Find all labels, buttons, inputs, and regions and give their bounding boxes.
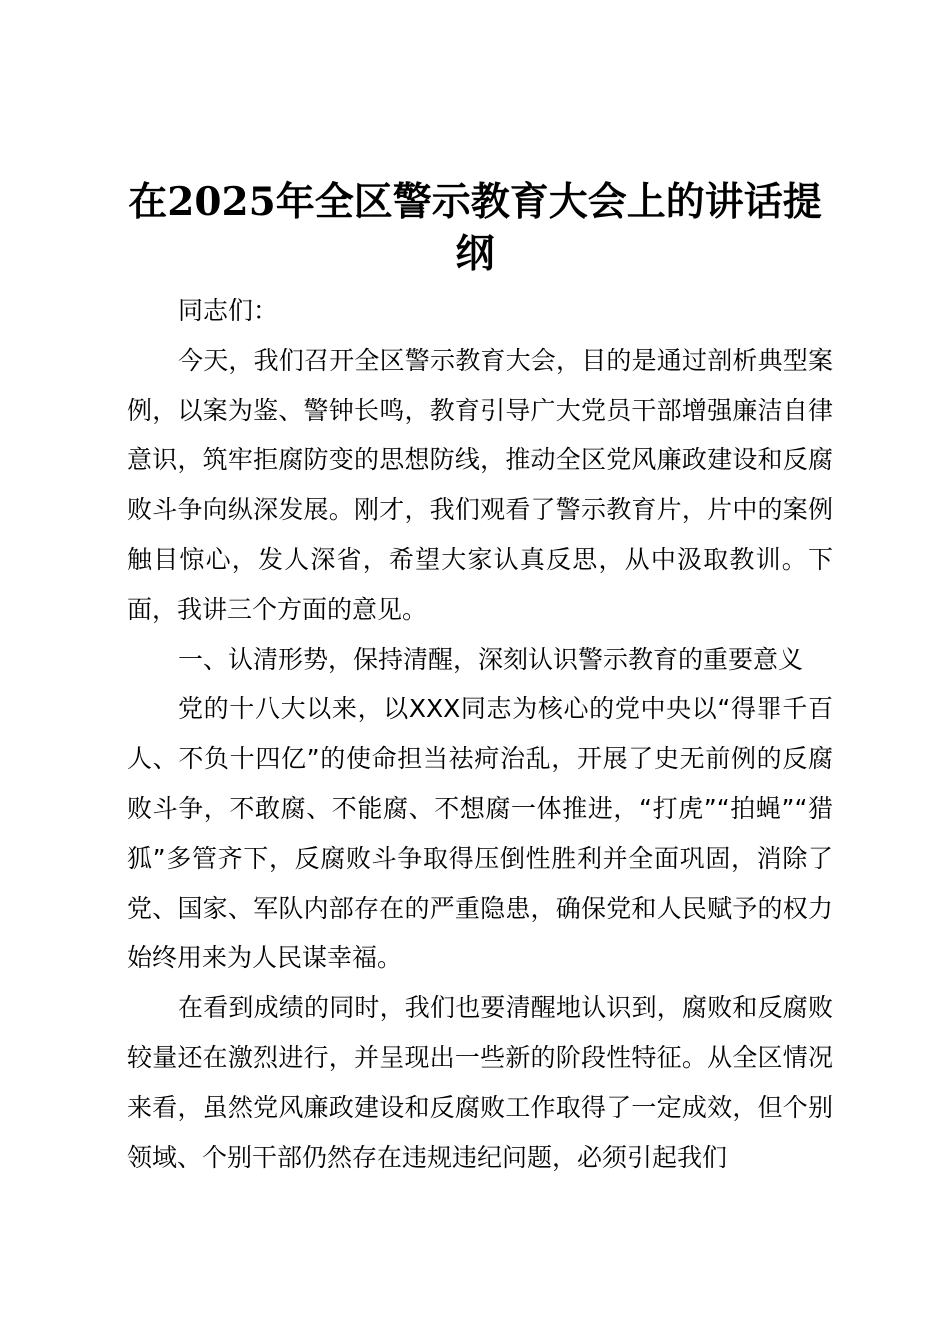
document-title: 在2025年全区警示教育大会上的讲话提纲: [128, 179, 822, 277]
document-body: [127, 286, 833, 1182]
paragraph-situation: 在看到成绩的同时，我们也要清醒地认识到，腐败和反腐败较量还在激烈进行，并呈现出一些新的阶段性特征。从全区情况来看，虽然党风廉政建设和反腐败工作取得了一定成效，但个别领域、个别干部仍然存在违规违纪问题，必须引起我们: [127, 993, 833, 1172]
section-heading-1: 一、认清形势，保持清醒，深刻认识警示教育的重要意义: [178, 644, 804, 674]
paragraph-achievements: 党的十八大以来，以XXX同志为核心的党中央以“得罪千百人、不负十四亿”的使命担当祛疴治乱，开展了史无前例的反腐败斗争，不敢腐、不能腐、不想腐一体推进，“打虎”“拍蝇”“猎狐”多管齐下，反腐败斗争取得压倒性胜利并全面巩固，消除了党、国家、军队内部存在的严重隐患，确保党和人民赋予的权力始终用来为人民谋幸福。: [127, 694, 833, 973]
paragraph-opening: 今天，我们召开全区警示教育大会，目的是通过剖析典型案例，以案为鉴、警钟长鸣，教育引导广大党员干部增强廉洁自律意识，筑牢拒腐防变的思想防线，推动全区党风廉政建设和反腐败斗争向纵深发展。刚才，我们观看了警示教育片，片中的案例触目惊心，发人深省，希望大家认真反思，从中汲取教训。下面，我讲三个方面的意见。: [127, 345, 833, 624]
salutation: 同志们：: [178, 296, 279, 325]
